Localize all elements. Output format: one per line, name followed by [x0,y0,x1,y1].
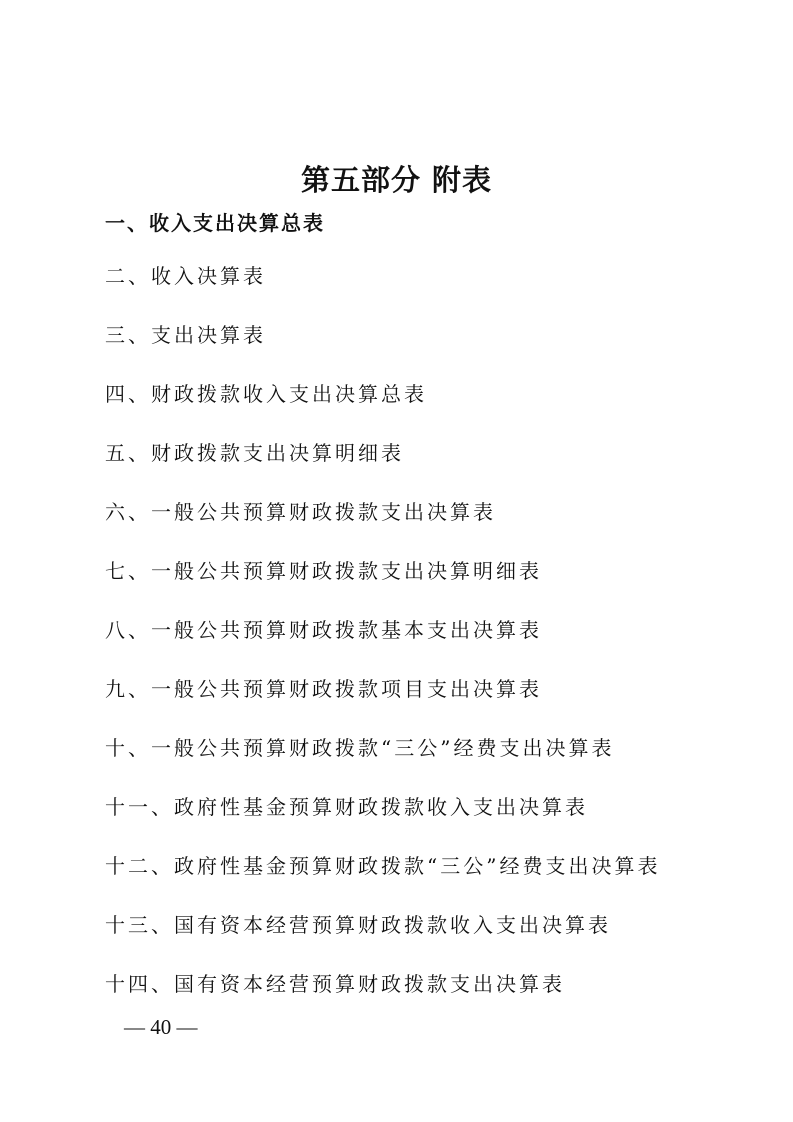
toc-item-8: 八、一般公共预算财政拨款基本支出决算表 [105,618,542,642]
toc-item-2: 二、收入决算表 [105,264,266,288]
toc-item-3: 三、支出决算表 [105,323,266,347]
toc-item-1: 一、收入支出决算总表 [105,211,325,235]
page-number: — 40 — [124,1015,198,1039]
toc-item-6: 六、一般公共预算财政拨款支出决算表 [105,500,496,524]
toc-item-14: 十四、国有资本经营预算财政拨款支出决算表 [105,972,565,996]
page-title: 第五部分 附表 [300,163,493,197]
toc-item-5: 五、财政拨款支出决算明细表 [105,441,404,465]
toc-item-11: 十一、政府性基金预算财政拨款收入支出决算表 [105,795,588,819]
toc-item-13: 十三、国有资本经营预算财政拨款收入支出决算表 [105,913,611,937]
toc-item-12: 十二、政府性基金预算财政拨款“三公”经费支出决算表 [105,854,661,878]
toc-item-4: 四、财政拨款收入支出决算总表 [105,382,427,406]
toc-item-9: 九、一般公共预算财政拨款项目支出决算表 [105,677,542,701]
toc-item-10: 十、一般公共预算财政拨款“三公”经费支出决算表 [105,736,615,760]
toc-item-7: 七、一般公共预算财政拨款支出决算明细表 [105,559,542,583]
